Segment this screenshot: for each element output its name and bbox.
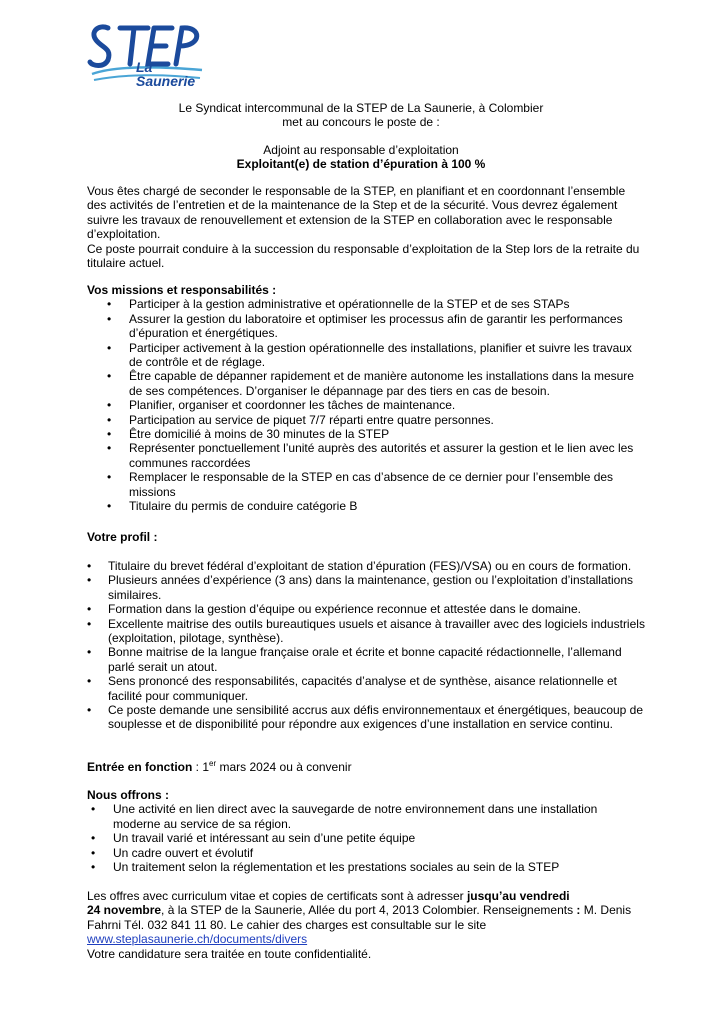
- position-line: Adjoint au responsable d’exploitation: [263, 143, 459, 157]
- list-item: • Être capable de dépanner rapidement et de manière autonome les installations dans la mesure de ses compétences. D’organiser le dépannage par des tiers en cas de besoin.: [87, 369, 647, 398]
- profile-heading: Votre profil :: [87, 530, 158, 544]
- start-date: [87, 760, 647, 774]
- list-item: • Un traitement selon la réglementation et les prestations sociales au sein de la STEP: [87, 860, 647, 874]
- intro-line-1: Le Syndicat intercommunal de la STEP de La Saunerie, à Colombier: [178, 101, 544, 115]
- list-item: • Participer activement à la gestion opérationnelle des installations, planifier et suivre les travaux de contrôle et de réglage.: [87, 341, 647, 370]
- list-item: • Un cadre ouvert et évolutif: [87, 846, 647, 860]
- start-date-sep: : 1: [192, 760, 210, 774]
- list-item: • Une activité en lien direct avec la sauvegarde de notre environnement dans une installation moderne au service de sa région.: [87, 802, 647, 831]
- missions-section: [87, 283, 647, 514]
- intro-line-2: met au concours le poste de :: [282, 115, 440, 130]
- step-logo: [84, 22, 212, 90]
- list-item: • Plusieurs années d’expérience (3 ans) dans la maintenance, gestion ou l’exploitation d’installations similaires.: [87, 573, 647, 602]
- list-item: • Être domicilié à moins de 30 minutes de la STEP: [87, 427, 647, 441]
- divers-documents-link[interactable]: www.steplasaunerie.ch/documents/divers: [87, 932, 308, 947]
- offer-list: [87, 802, 647, 874]
- list-item: • Remplacer le responsable de la STEP en cas d’absence de ce dernier pour l’ensemble des missions: [87, 470, 647, 499]
- list-item: • Sens prononcé des responsabilités, capacités d’analyse et de synthèse, aisance relationnelle et facilité pour communiquer.: [87, 674, 647, 703]
- list-item: • Planifier, organiser et coordonner les tâches de maintenance.: [87, 398, 647, 412]
- offer-heading: Nous offrons :: [87, 788, 169, 802]
- deadline-2: 24 novembre: [87, 903, 162, 918]
- list-item: • Assurer la gestion du laboratoire et optimiser les processus afin de garantir les performances d’épuration et énergétiques.: [87, 312, 647, 341]
- application-text: Les offres avec curriculum vitae et copies de certificats sont à adresser jusqu’au vendredi 24 novembre, à la STEP de la Saunerie, Allée du port 4, 2013 Colombier. Renseignements : M. Denis Fahrni Tél. 032 841 11 80. Le cahier des charges est consultable sur le site: [87, 889, 632, 932]
- job-description: [87, 184, 647, 270]
- list-item: • Ce poste demande une sensibilité accrus aux défis environnementaux et énergétiques, beaucoup de souplesse et de disponibilité pour répondre aux exigences d’une installation en service continu.: [87, 703, 647, 732]
- profile-list: [87, 559, 647, 732]
- description-para-2: Ce poste pourrait conduire à la succession du responsable d’exploitation de la Step lors de la retraite du titulaire actuel.: [87, 241, 640, 271]
- list-item: • Représenter ponctuellement l’unité auprès des autorités et assurer la gestion et le lien avec les communes raccordées: [87, 441, 647, 470]
- list-item: • Participation au service de piquet 7/7 réparti entre quatre personnes.: [87, 413, 647, 427]
- start-date-sup: er: [209, 759, 217, 768]
- description-para-1: Vous êtes chargé de seconder le responsable de la STEP, en planifiant et en coordonnant l’ensemble des activités de l’entretien et de la maintenance de la Step et de la sécurité. Vous devrez également suivre les travaux de renouvellement et extension de la STEP en collaboration avec le responsable d’exploitation.: [87, 184, 626, 242]
- list-item: • Excellente maitrise des outils bureautiques usuels et aisance à travailler avec des logiciels industriels (exploitation, pilotage, synthèse).: [87, 617, 647, 646]
- job-title: Exploitant(e) de station d’épuration à 100 %: [236, 157, 486, 172]
- offer-section: [87, 788, 647, 874]
- profile-section: [87, 530, 647, 544]
- intro: [80, 101, 642, 130]
- start-date-value: mars 2024 ou à convenir: [216, 760, 352, 774]
- list-item: • Un travail varié et intéressant au sein d’une petite équipe: [87, 831, 647, 845]
- application-info: [87, 889, 647, 961]
- list-item: • Participer à la gestion administrative et opérationnelle de la STEP et de ses STAPs: [87, 297, 647, 311]
- confidentiality-note: Votre candidature sera traitée en toute confidentialité.: [87, 946, 372, 961]
- missions-list: [87, 297, 647, 513]
- list-item: • Formation dans la gestion d’équipe ou expérience reconnue et attestée dans le domaine.: [87, 602, 647, 616]
- profile-list-wrap: [87, 559, 647, 732]
- list-item: • Titulaire du permis de conduire catégorie B: [87, 499, 647, 513]
- list-item: • Titulaire du brevet fédéral d’exploitant de station d’épuration (FES)/VSA) ou en cours de formation.: [87, 559, 647, 573]
- missions-heading: Vos missions et responsabilités :: [87, 283, 277, 297]
- position-heading: [80, 143, 642, 172]
- start-date-label: Entrée en fonction: [87, 760, 193, 774]
- logo-subtitle: La Saunerie: [136, 59, 196, 90]
- list-item: • Bonne maitrise de la langue française orale et écrite et bonne capacité rédactionnelle, l’allemand parlé serait un atout.: [87, 645, 647, 674]
- deadline-1: jusqu’au vendredi: [466, 889, 570, 903]
